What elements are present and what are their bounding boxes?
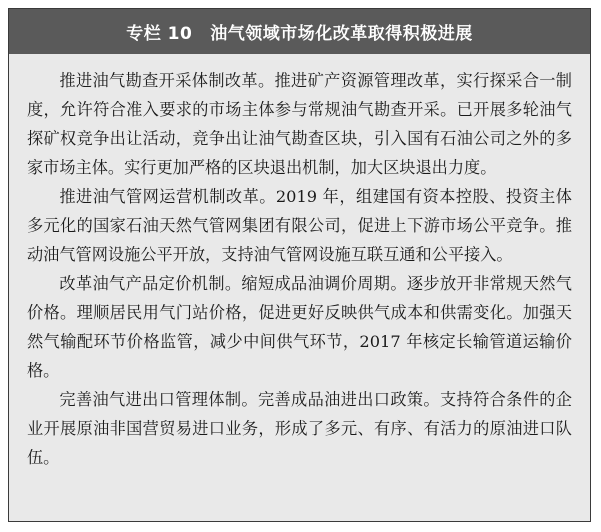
column-box	[8, 8, 591, 522]
paragraph-exploration-reform: 推进油气勘查开采体制改革。推进矿产资源管理改革，实行探采合一制度，允许符合准入要求的市场主体参与常规油气勘查开采。已开展多轮油气探矿权竞争出让活动，竞争出让油气勘查区块，引入国有石油公司之外的多家市场主体。实行更加严格的区块退出机制，加大区块退出力度。	[27, 71, 572, 177]
paragraph-pipeline-reform: 推进油气管网运营机制改革。2019 年，组建国有资本控股、投资主体多元化的国家石油天然气管网集团有限公司，促进上下游市场公平竞争。推动油气管网设施公平开放，支持油气管网设施互联互通和公平接入。	[27, 187, 572, 264]
column-body	[9, 54, 590, 480]
paragraph-pricing-reform: 改革油气产品定价机制。缩短成品油调价周期。逐步放开非常规天然气价格。理顺居民用气门站价格，促进更好反映供气成本和供需变化。加强天然气输配环节价格监管，减少中间供气环节，2017 年核定长输管道运输价格。	[27, 274, 572, 380]
column-title: 油气领域市场化改革取得积极进展	[210, 24, 473, 44]
column-label: 专栏 10	[126, 24, 193, 44]
column-header	[9, 9, 590, 54]
paragraph-import-export-reform: 完善油气进出口管理体制。完善成品油进出口政策。支持符合条件的企业开展原油非国营贸易进口业务，形成了多元、有序、有活力的原油进口队伍。	[27, 390, 572, 467]
